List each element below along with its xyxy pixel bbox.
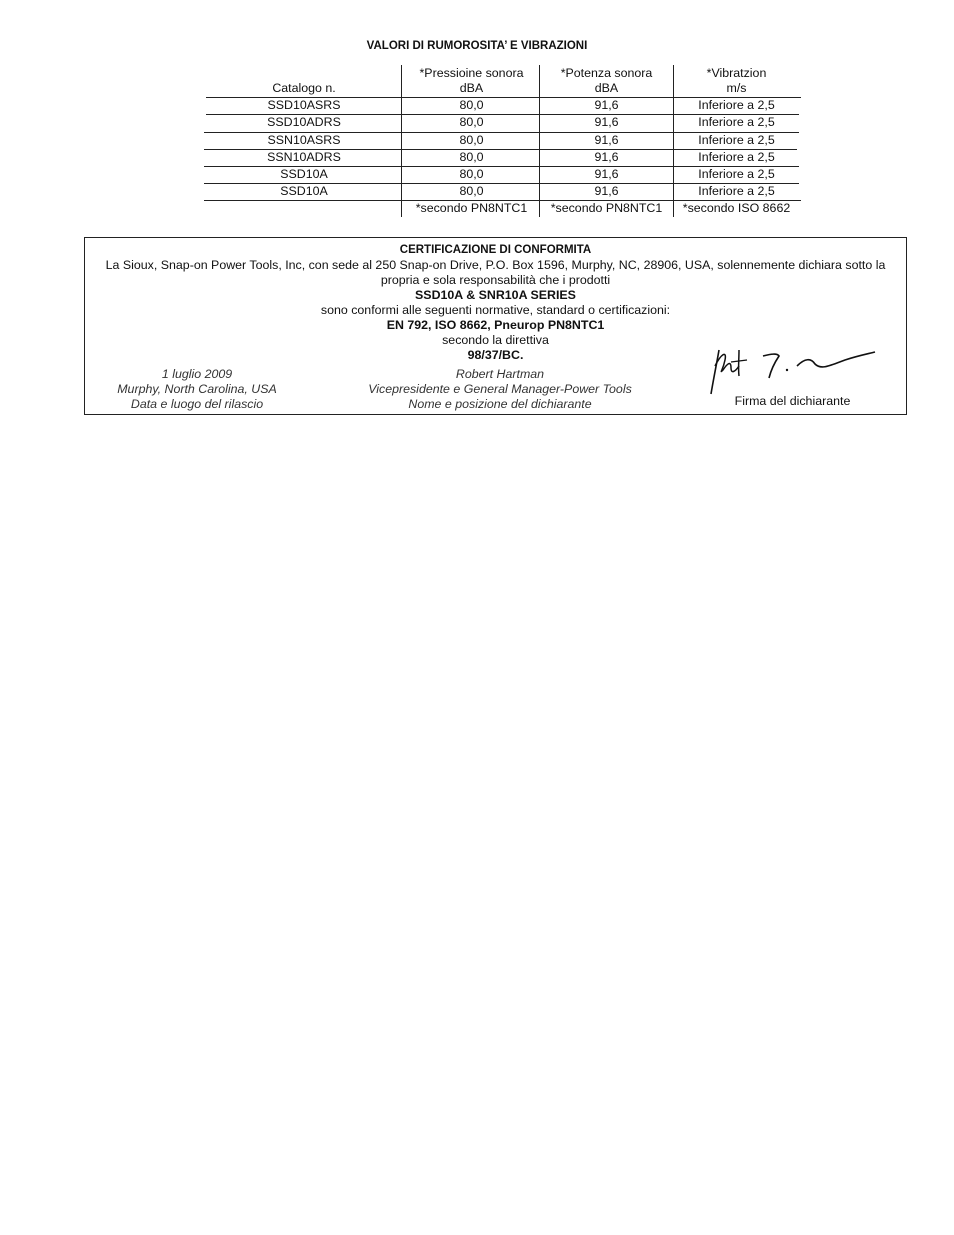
table-cell-power: 91,6 bbox=[594, 150, 619, 164]
directive: 98/37/BC. bbox=[467, 348, 524, 362]
table-cell-power: 91,6 bbox=[594, 184, 619, 198]
table-cell-pressure: 80,0 bbox=[459, 98, 484, 112]
certification-statement-line: secondo la direttiva bbox=[442, 333, 549, 347]
footnote-power: *secondo PN8NTC1 bbox=[550, 201, 663, 215]
table-cell-vibration: Inferiore a 2,5 bbox=[698, 167, 775, 181]
table-cell-catalog: SSN10ASRS bbox=[267, 133, 341, 147]
table-cell-vibration: Inferiore a 2,5 bbox=[698, 184, 775, 198]
table-cell-catalog: SSD10ASRS bbox=[267, 98, 341, 112]
header-power-1: *Potenza sonora bbox=[560, 66, 653, 80]
row-divider bbox=[206, 97, 801, 98]
row-divider bbox=[204, 149, 797, 150]
table-cell-catalog: SSN10ADRS bbox=[267, 150, 341, 164]
table-cell-vibration: Inferiore a 2,5 bbox=[698, 115, 775, 129]
standards-list: EN 792, ISO 8662, Pneurop PN8NTC1 bbox=[386, 318, 605, 332]
column-divider bbox=[673, 65, 674, 217]
table-cell-pressure: 80,0 bbox=[459, 167, 484, 181]
declarant-name: Robert Hartman bbox=[455, 367, 545, 381]
signature-image bbox=[705, 344, 880, 398]
table-cell-power: 91,6 bbox=[594, 98, 619, 112]
issue-place: Murphy, North Carolina, USA bbox=[117, 382, 277, 396]
header-pressure-1: *Pressioine sonora bbox=[419, 66, 524, 80]
column-divider bbox=[401, 65, 402, 217]
noise-vibration-table bbox=[204, 65, 801, 217]
row-divider bbox=[204, 132, 799, 133]
issue-date-label: Data e luogo del rilascio bbox=[130, 397, 264, 411]
header-vibration-2: m/s bbox=[726, 81, 747, 95]
row-divider bbox=[204, 183, 799, 184]
certification-heading: CERTIFICAZIONE DI CONFORMITA bbox=[399, 244, 592, 256]
table-cell-power: 91,6 bbox=[594, 133, 619, 147]
signature-label: Firma del dichiarante bbox=[734, 394, 851, 408]
table-cell-catalog: SSD10A bbox=[280, 167, 328, 181]
certification-statement-line: sono conformi alle seguenti normative, standard o certificazioni: bbox=[320, 303, 671, 317]
column-divider bbox=[539, 65, 540, 217]
table-cell-vibration: Inferiore a 2,5 bbox=[698, 98, 775, 112]
footnote-pressure: *secondo PN8NTC1 bbox=[415, 201, 528, 215]
certification-statement-line: La Sioux, Snap-on Power Tools, Inc, con sede al 250 Snap-on Drive, P.O. Box 1596, Murphy, NC, 28906, USA, solennemente dichiara sotto la bbox=[105, 258, 886, 272]
row-divider bbox=[204, 200, 801, 201]
header-catalog: Catalogo n. bbox=[272, 81, 336, 95]
table-cell-power: 91,6 bbox=[594, 167, 619, 181]
issue-date: 1 luglio 2009 bbox=[161, 367, 233, 381]
table-cell-power: 91,6 bbox=[594, 115, 619, 129]
declarant-label: Nome e posizione del dichiarante bbox=[408, 397, 592, 411]
header-pressure-2: dBA bbox=[459, 81, 484, 95]
row-divider bbox=[204, 166, 799, 167]
page-title: VALORI DI RUMOROSITA’ E VIBRAZIONI bbox=[366, 40, 588, 52]
table-cell-catalog: SSD10A bbox=[280, 184, 328, 198]
certification-box bbox=[84, 237, 907, 415]
product-series: SSD10A & SNR10A SERIES bbox=[415, 288, 576, 302]
header-vibration-1: *Vibratzion bbox=[706, 66, 767, 80]
table-cell-pressure: 80,0 bbox=[459, 150, 484, 164]
footnote-vibration: *secondo ISO 8662 bbox=[682, 201, 791, 215]
table-cell-pressure: 80,0 bbox=[459, 133, 484, 147]
certification-statement-line: propria e sola responsabilità che i prodotti bbox=[380, 273, 611, 287]
table-cell-vibration: Inferiore a 2,5 bbox=[698, 133, 775, 147]
declarant-position: Vicepresidente e General Manager-Power Tools bbox=[368, 382, 632, 396]
table-cell-vibration: Inferiore a 2,5 bbox=[698, 150, 775, 164]
header-power-2: dBA bbox=[594, 81, 619, 95]
table-cell-catalog: SSD10ADRS bbox=[267, 115, 341, 129]
table-cell-pressure: 80,0 bbox=[459, 115, 484, 129]
row-divider bbox=[206, 114, 799, 115]
table-cell-pressure: 80,0 bbox=[459, 184, 484, 198]
